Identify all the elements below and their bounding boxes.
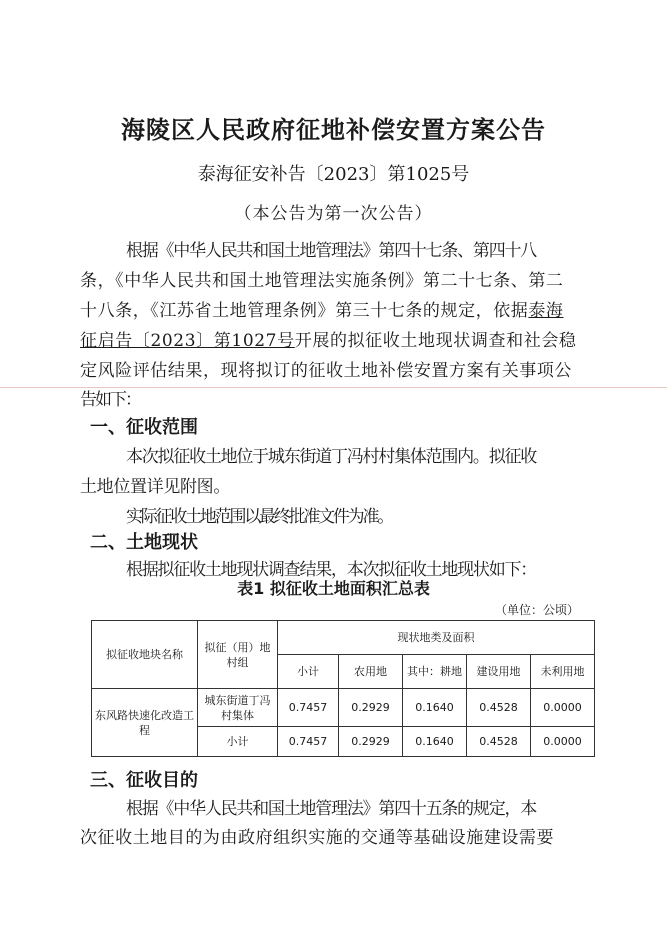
table-unit: （单位：公顷） <box>494 603 579 617</box>
notice-title: 海陵区人民政府征地补偿安置方案公告 <box>121 116 546 144</box>
value-cell: 0.2929 <box>339 727 403 757</box>
header-land-type-group: 现状地类及面积 <box>278 621 595 655</box>
section-1-heading: 一、征收范围 <box>90 417 198 438</box>
value-cell: 0.0000 <box>531 689 595 727</box>
header-plot-name: 拟征收地块名称 <box>92 621 198 689</box>
header-agricultural: 农用地 <box>339 655 403 689</box>
village-cell: 城东街道丁冯村集体 <box>198 689 278 727</box>
plot-name-cell: 东风路快速化改造工程 <box>92 689 198 757</box>
intro-line-6: 告如下： <box>80 390 140 410</box>
value-cell: 0.4528 <box>467 727 531 757</box>
reference-link-part-1: 泰海 <box>528 301 564 321</box>
intro-line-5: 定风险评估结果，现将拟订的征收土地补偿安置方案有关事项公 <box>80 361 572 381</box>
intro-line-1: 根据《中华人民共和国土地管理法》第四十七条、第四十八 <box>126 241 536 261</box>
intro-line-4 <box>80 326 600 351</box>
table-caption: 表1 拟征收土地面积汇总表 <box>237 579 430 598</box>
document-number: 泰海征安补告〔2023〕第1025号 <box>197 164 470 185</box>
land-area-table <box>91 620 595 757</box>
notice-round: （本公告为第一次公告） <box>234 204 433 224</box>
value-cell: 0.4528 <box>467 689 531 727</box>
section-2-heading: 二、土地现状 <box>90 532 198 553</box>
village-cell: 小计 <box>198 727 278 757</box>
intro-line-2: 条，《中华人民共和国土地管理法实施条例》第二十七条、第二 <box>80 271 564 291</box>
value-cell: 0.0000 <box>531 727 595 757</box>
section-1-line-2: 土地位置详见附图。 <box>80 477 230 497</box>
intro-line-4-text: 开展的拟征收土地现状调查和社会稳 <box>294 331 577 351</box>
value-cell: 0.1640 <box>403 689 467 727</box>
section-1-line-1: 本次拟征收土地位于城东街道丁冯村村集体范围内。拟征收 <box>126 447 536 467</box>
header-cultivated: 其中：耕地 <box>403 655 467 689</box>
header-village: 拟征（用）地村组 <box>198 621 278 689</box>
section-3-heading: 三、征收目的 <box>90 770 198 791</box>
header-subtotal: 小计 <box>278 655 339 689</box>
section-3-line-1: 根据《中华人民共和国土地管理法》第四十五条的规定，本 <box>126 799 536 819</box>
value-cell: 0.2929 <box>339 689 403 727</box>
section-3-line-2: 次征收土地目的为由政府组织实施的交通等基础设施建设需要 <box>80 828 554 848</box>
section-2-line-1: 根据拟征收土地现状调查结果，本次拟征收土地现状如下： <box>126 560 536 580</box>
header-unused: 未利用地 <box>531 655 595 689</box>
intro-line-3 <box>80 296 600 321</box>
table-row <box>92 689 595 727</box>
value-cell: 0.7457 <box>278 727 339 757</box>
section-1-line-3: 实际征收土地范围以最终批准文件为准。 <box>126 507 392 527</box>
value-cell: 0.7457 <box>278 689 339 727</box>
header-construction: 建设用地 <box>467 655 531 689</box>
reference-link-part-2: 征启告〔2023〕第1027号 <box>80 331 295 351</box>
value-cell: 0.1640 <box>403 727 467 757</box>
intro-line-3-text: 十八条，《江苏省土地管理条例》第三十七条的规定，依据 <box>80 301 529 321</box>
